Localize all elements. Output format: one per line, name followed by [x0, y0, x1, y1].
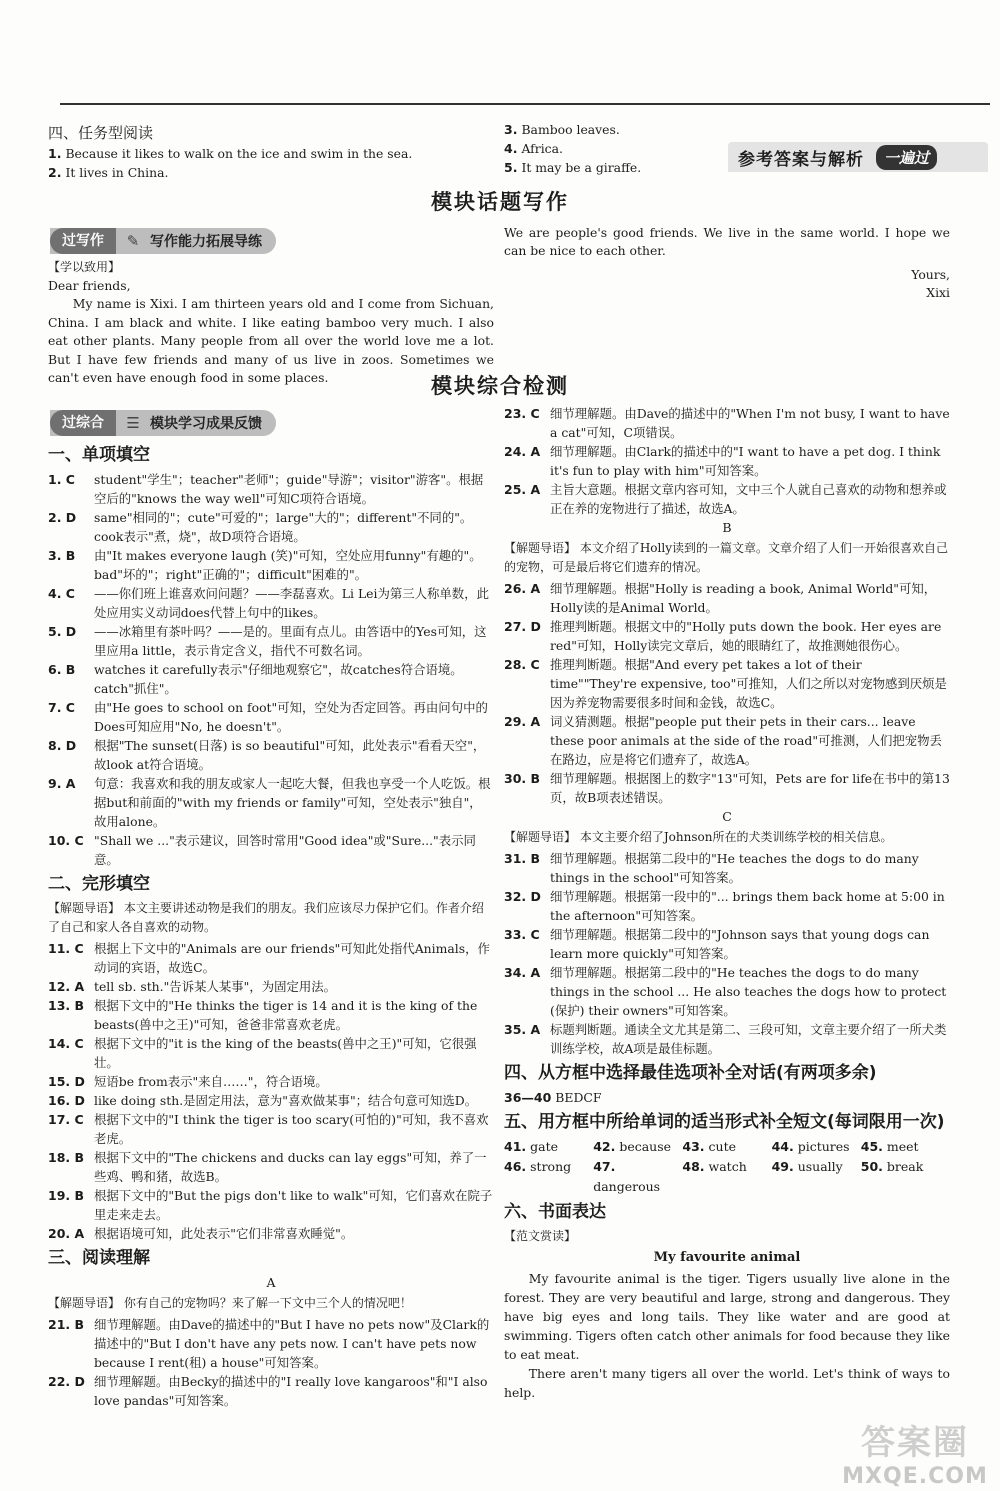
part5-title: 五、用方框中所给单词的适当形式补全短文(每词限用一次) [504, 1112, 945, 1132]
answer-item: 3. B 由"It makes everyone laugh (笑)"可知，空处应用funny"有趣的"。bad"坏的"；right"正确的"；difficult"困难的"。 [48, 548, 482, 582]
answer-row [504, 1137, 950, 1157]
list-icon: ☰ [126, 414, 140, 432]
sample-tag: 【范文赏读】 [504, 1229, 577, 1243]
part1-title: 一、单项填空 [48, 445, 150, 465]
answer-item: 19. B 根据下文中的"But the pigs don't like to walk"可知，它们喜欢在院子里走来走去。 [48, 1188, 493, 1222]
writing-letter-right [504, 224, 950, 302]
list-item: 3. Bamboo leaves. [504, 122, 620, 137]
answer-item: 26. A 细节理解题。根据"Holly is reading a book, Animal World"可知，Holly读的是Animal World。 [504, 581, 937, 615]
guide-note: 【解题导语】 本文介绍了Holly读到的一篇文章。文章介绍了人们一开始很喜欢自己的宠物，可是最后将它们遗弃的情况。 [504, 541, 948, 574]
letter-paragraph-2: We are people's good friends. We live in the same world. I hope we can be nice to each other. [504, 225, 950, 258]
answer-item: 36—40 BEDCF [504, 1090, 602, 1105]
watermark-logo: 答案圈 [861, 1423, 969, 1463]
banner-label: 模块学习成果反馈 [150, 416, 262, 432]
answer-item: 12. A tell sb. sth."告诉某人某事"，为固定用法。 [48, 979, 337, 994]
essay-paragraph: My favourite animal is the tiger. Tigers usually live alone in the forest. They are very beautiful and large, strong and dangerous. They have big eyes and long tails. They like water and are good at swimming. Tigers often catch other animals for food because they like to eat meat. [504, 1271, 950, 1362]
passage-label: A [266, 1275, 276, 1290]
answer-item: 11. C 根据上下文中的"Animals are our friends"可知此处指代Animals，作动词的宾语，故选C。 [48, 941, 490, 975]
answer-item: 24. A 细节理解题。由Clark的描述中的"I want to have a pet dog. I think it's fun to play with him"可知答案。 [504, 444, 941, 478]
essay-paragraph: There aren't many tigers all over the world. Let's think of ways to help. [504, 1366, 950, 1400]
site-watermark [830, 1415, 1000, 1491]
brand-logo: 一遍过 [876, 145, 937, 170]
answer-cell: 48. watch [682, 1159, 747, 1174]
banner-tag: 过综合 [50, 410, 116, 436]
answer-cell: 41. gate [504, 1139, 559, 1154]
part2-title: 二、完形填空 [48, 874, 150, 894]
answer-item: 23. C 细节理解题。由Dave的描述中的"When I'm not busy, I want to have a cat"可知，C项错误。 [504, 406, 950, 440]
answer-item: 32. D 细节理解题。根据第一段中的"... brings them back home at 5:00 in the afternoon"可知答案。 [504, 889, 945, 923]
watermark-url: MXQE.COM [842, 1464, 988, 1489]
answer-cell: 44. pictures [771, 1139, 850, 1154]
answer-item: 34. A 细节理解题。根据第二段中的"He teaches the dogs to do many things in the school ... He also teaches the dogs how to protect (保护) their owners"可知答案。 [504, 965, 947, 1018]
answer-item: 18. B 根据下文中的"The chickens and ducks can lay eggs"可知，养了一些鸡、鸭和猪，故选B。 [48, 1150, 487, 1184]
answer-item: 7. C 由"He goes to school on foot"可知，空处为否定回答。再由问句中的Does可知应用"No, he doesn't"。 [48, 700, 488, 734]
answer-item: 6. B watches it carefully表示"仔细地观察它"，故catches符合语境。catch"抓住"。 [48, 662, 463, 696]
writing-letter-left [48, 258, 494, 385]
answer-item: 16. D like doing sth.是固定用法，意为"喜欢做某事"；结合句意可知选D。 [48, 1093, 478, 1108]
answer-item: 25. A 主旨大意题。根据文章内容可知，文中三个人就自己喜欢的动物和想养或正在养的宠物进行了描述，故选A。 [504, 482, 947, 516]
letter-paragraph: My name is Xixi. I am thirteen years old and I come from Sichuan, China. I am black and white. I like eating bamboo very much. I also eat other plants. Many people from all over the world love me a lot. But I have few friends and many of us live in zoos. Sometimes we can't even have enough food in some places. [48, 296, 494, 385]
part6-title: 六、书面表达 [504, 1202, 606, 1222]
answer-cell: 43. cute [682, 1139, 736, 1154]
answer-item: 5. D ——冰箱里有茶叶吗？——是的。里面有点儿。由答语中的Yes可知，这里应用a little，表示肯定含义，指代不可数名词。 [48, 624, 487, 658]
list-item: 4. Africa. [504, 141, 563, 156]
answer-item: 10. C "Shall we ..."表示建议，回答时常用"Good idea"或"Sure..."表示同意。 [48, 833, 476, 867]
test-banner [50, 410, 276, 436]
answer-cell: 49. usually [771, 1159, 843, 1174]
pencil-icon: ✎ [126, 232, 140, 250]
letter-closing: Yours, [911, 267, 950, 282]
answer-item: 30. B 细节理解题。根据图上的数字"13"可知，Pets are for life在书中的第13页，故B项表述错误。 [504, 771, 950, 805]
answer-item: 9. A 句意：我喜欢和我的朋友或家人一起吃大餐，但我也享受一个人吃饭。根据but和前面的"with my friends or family"可知，空处表示"独自"，故用alone。 [48, 776, 491, 829]
banner-label: 写作能力拓展导练 [150, 234, 262, 250]
answer-item: 22. D 细节理解题。由Becky的描述中的"I really love kangaroos"和"I also love pandas"可知答案。 [48, 1374, 488, 1408]
answer-item: 20. A 根据语境可知，此处表示"它们非常喜欢睡觉"。 [48, 1226, 354, 1241]
left-column [48, 440, 494, 1410]
answer-item: 28. C 推理判断题。根据"And every pet takes a lot of their time""They're expensive, too"可推知，人们之所以对宠物感到厌烦是因为养宠物需要很多时间和金钱，故选C。 [504, 657, 947, 710]
right-column [504, 404, 950, 1402]
essay-title: My favourite animal [653, 1250, 801, 1265]
writing-section-title: 模块话题写作 [431, 190, 569, 214]
header-title: 参考答案与解析 [738, 149, 864, 170]
banner-tag: 过写作 [50, 228, 116, 254]
writing-banner [50, 228, 276, 254]
answer-item: 15. D 短语be from表示"来自……"，符合语境。 [48, 1074, 328, 1089]
answer-item: 29. A 词义猜测题。根据"people put their pets in their cars... leave these poor animals at the side of the road"可推测，人们把宠物丢在路边，应是将它们遗弃了，故选A。 [504, 714, 942, 767]
list-item: 2. It lives in China. [48, 165, 169, 180]
answer-item: 14. C 根据下文中的"it is the king of the beasts(兽中之王)"可知，它很强壮。 [48, 1036, 477, 1070]
answer-item: 4. C ——你们班上谁喜欢问问题？——李磊喜欢。Li Lei为第三人称单数，此处应用实义动词does代替上句中的likes。 [48, 586, 489, 620]
answer-item: 33. C 细节理解题。根据第二段中的"Johnson says that young dogs can learn more quickly"可知答案。 [504, 927, 930, 961]
answer-item: 2. D same"相同的"；cute"可爱的"；large"大的"；different"不同的"。cook表示"煮，烧"，故D项符合语境。 [48, 510, 473, 544]
answer-item: 13. B 根据下文中的"He thinks the tiger is 14 and it is the king of the beasts(兽中之王)"可知，爸爸非常喜欢老虎。 [48, 998, 478, 1032]
guide-note: 【解题导语】 你有自己的宠物吗？来了解一下文中三个人的情况吧！ [48, 1296, 412, 1310]
task-reading-right [504, 120, 950, 177]
letter-signature: Xixi [926, 285, 950, 300]
section-title: 四、任务型阅读 [48, 124, 154, 142]
answer-row [504, 1157, 950, 1197]
answer-cell: 47. dangerous [593, 1159, 661, 1194]
passage-label: B [722, 520, 732, 535]
answer-cell: 46. strong [504, 1159, 572, 1174]
answer-item: 1. C student"学生"；teacher"老师"；guide"导游"；visitor"游客"。根据空后的"knows the way well"可知C项符合语境。 [48, 472, 484, 506]
list-item: 5. It may be a giraffe. [504, 160, 642, 175]
guide-note: 【解题导语】 本文主要介绍了Johnson所在的犬类训练学校的相关信息。 [504, 830, 893, 844]
answer-item: 27. D 推理判断题。根据文中的"Holly puts down the book. Her eyes are red"可知，Holly读完文章后，她的眼睛红了，故推测她很伤心。 [504, 619, 942, 653]
answer-item: 35. A 标题判断题。通读全文尤其是第二、三段可知，文章主要介绍了一所犬类训练学校，故A项是最佳标题。 [504, 1022, 947, 1056]
answer-item: 31. B 细节理解题。根据第二段中的"He teaches the dogs to do many things in the school"可知答案。 [504, 851, 919, 885]
header-divider [60, 103, 990, 105]
answer-cell: 50. break [860, 1159, 924, 1174]
passage-label: C [722, 809, 732, 824]
part3-title: 三、阅读理解 [48, 1248, 150, 1268]
answer-cell: 42. because [593, 1139, 672, 1154]
answer-cell: 45. meet [860, 1139, 919, 1154]
guide-note: 【解题导语】 本文主要讲述动物是我们的朋友。我们应该尽力保护它们。作者介绍了自己和家人各自喜欢的动物。 [48, 901, 484, 934]
practice-tag: 【学以致用】 [48, 260, 121, 274]
answer-item: 17. C 根据下文中的"I think the tiger is too scary(可怕的)"可知，我不喜欢老虎。 [48, 1112, 489, 1146]
part4-title: 四、从方框中选择最佳选项补全对话(有两项多余) [504, 1063, 877, 1083]
list-item: 1. Because it likes to walk on the ice and swim in the sea. [48, 146, 413, 161]
task-reading-left [48, 122, 494, 182]
answer-item: 21. B 细节理解题。由Dave的描述中的"But I have no pets now"及Clark的描述中的"But I don't have any pets now. I can't have pets now because I rent(租) a house"可知答案。 [48, 1317, 490, 1370]
letter-greeting: Dear friends, [48, 277, 131, 293]
test-section-title: 模块综合检测 [431, 374, 569, 398]
answer-item: 8. D 根据"The sunset(日落) is so beautiful"可知，此处表示"看看天空"，故look at符合语境。 [48, 738, 486, 772]
